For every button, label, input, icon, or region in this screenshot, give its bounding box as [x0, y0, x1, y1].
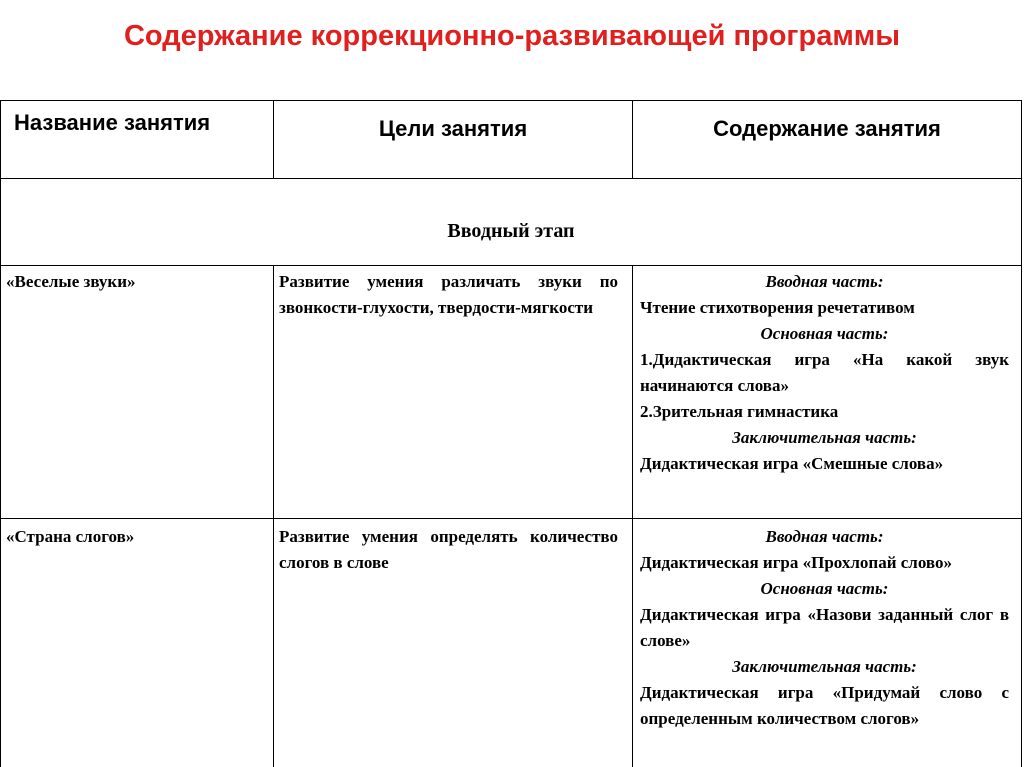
table-top-border	[0, 100, 1022, 101]
table-border-right	[1021, 100, 1022, 767]
slide-title: Содержание коррекционно-развивающей программы	[123, 20, 901, 52]
row-1-goal: Развитие умения различать звуки по звонкости-глухости, твердости-мягкости	[279, 272, 618, 317]
row-1-bottom-border	[0, 518, 1022, 519]
column-divider-1	[273, 265, 274, 767]
part-text: 1.Дидактическая игра «На какой звук начинаются слова»	[640, 350, 1009, 395]
part-text: Чтение стихотворения речетативом	[640, 298, 915, 317]
part-text: Дидактическая игра «Придумай слово с определенным количеством слогов»	[640, 683, 1009, 728]
part-heading: Заключительная часть:	[732, 428, 917, 447]
row-1-name: «Веселые звуки»	[6, 272, 136, 291]
row-2-content	[640, 524, 1009, 732]
stage-title: Вводный этап	[447, 220, 575, 242]
header-bottom-border	[0, 178, 1022, 179]
row-2-name: «Страна слогов»	[6, 527, 135, 546]
header-goals: Цели занятия	[378, 116, 528, 141]
stage-bottom-border	[0, 265, 1022, 266]
part-text: Дидактическая игра «Назови заданный слог в слове»	[640, 605, 1009, 650]
part-text: 2.Зрительная гимнастика	[640, 402, 839, 421]
table-border-left	[0, 100, 1, 767]
header-name: Название занятия	[14, 110, 211, 135]
column-divider-2	[632, 265, 633, 767]
part-heading: Вводная часть:	[765, 527, 884, 546]
part-heading: Заключительная часть:	[732, 657, 917, 676]
part-text: Дидактическая игра «Смешные слова»	[640, 454, 944, 473]
part-heading: Вводная часть:	[765, 272, 884, 291]
part-text: Дидактическая игра «Прохлопай слово»	[640, 553, 952, 572]
part-heading: Основная часть:	[760, 579, 889, 598]
row-2-goal: Развитие умения определять количество слогов в слове	[279, 527, 618, 572]
part-heading: Основная часть:	[760, 324, 889, 343]
header-content: Содержание занятия	[713, 116, 941, 141]
row-1-content	[640, 269, 1009, 477]
